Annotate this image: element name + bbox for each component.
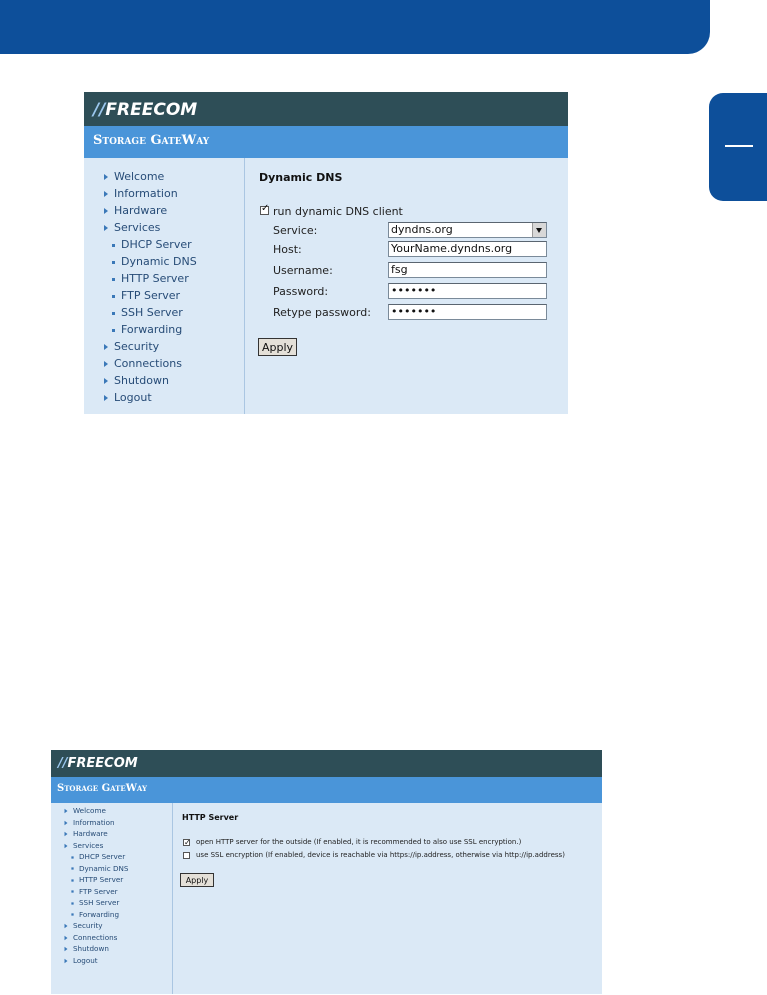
freecom-logo: //FREECOM <box>93 100 198 120</box>
triangle-right-icon <box>65 924 68 929</box>
sidebar-item-dynamic-dns[interactable] <box>112 255 197 268</box>
open-http-checkbox[interactable]: ✓ <box>184 838 191 847</box>
retype-password-input[interactable]: ••••••• <box>388 304 547 320</box>
product-bar <box>84 126 568 158</box>
sidebar-item-label: Services <box>73 840 104 850</box>
http-server-screenshot <box>51 750 602 994</box>
bullet-icon <box>71 879 73 881</box>
sidebar-item-security[interactable] <box>64 921 103 930</box>
sidebar-item-welcome[interactable] <box>64 806 106 815</box>
bullet-icon <box>112 295 115 298</box>
sidebar-item-label: Information <box>73 817 115 827</box>
sidebar-item-ssh-server[interactable] <box>71 898 119 907</box>
sidebar-item-information[interactable] <box>64 818 115 827</box>
sidebar-item-label: Welcome <box>114 170 165 183</box>
sidebar-item-label: Hardware <box>114 204 168 217</box>
bullet-icon <box>71 856 73 858</box>
sidebar-item-label: Shutdown <box>73 944 109 953</box>
sidebar-item-services[interactable] <box>104 221 160 234</box>
sidebar-item-connections[interactable] <box>64 933 117 942</box>
sidebar-item-information[interactable] <box>104 187 178 200</box>
bullet-icon <box>71 902 73 904</box>
product-name: Storage GateWay <box>93 133 210 148</box>
sidebar-item-logout[interactable] <box>104 391 152 404</box>
triangle-right-icon <box>104 174 108 180</box>
sidebar-item-shutdown[interactable] <box>104 374 169 387</box>
sidebar-item-shutdown[interactable] <box>64 944 109 953</box>
freecom-logo: //FREECOM <box>58 756 138 771</box>
sidebar-item-dynamic-dns[interactable] <box>71 864 128 873</box>
password-label: Password: <box>273 285 329 298</box>
sidebar-item-welcome[interactable] <box>104 170 164 183</box>
username-input[interactable]: fsg <box>388 262 547 278</box>
triangle-right-icon <box>104 208 108 214</box>
sidebar-item-services[interactable] <box>64 841 103 850</box>
brand-bar <box>51 750 602 777</box>
triangle-right-icon <box>104 225 108 231</box>
bullet-icon <box>112 244 115 247</box>
sidebar-item-label: FTP Server <box>121 289 181 302</box>
host-label: Host: <box>273 243 302 256</box>
sidebar-item-dhcp-server[interactable] <box>112 238 192 251</box>
sidebar-item-label: HTTP Server <box>79 875 124 884</box>
retype-password-label: Retype password: <box>273 306 371 319</box>
run-dns-client-checkbox[interactable]: ✓ <box>261 203 270 214</box>
sidebar-item-hardware[interactable] <box>104 204 167 217</box>
sidebar-item-label: Dynamic DNS <box>121 255 197 268</box>
sidebar-nav <box>84 158 245 414</box>
apply-button[interactable]: Apply <box>258 338 297 356</box>
sidebar-item-label: Dynamic DNS <box>79 863 129 873</box>
sidebar-item-ssh-server[interactable] <box>112 306 183 319</box>
use-ssl-checkbox[interactable] <box>183 852 190 859</box>
sidebar-item-label: Connections <box>114 357 182 370</box>
sidebar-item-label: Connections <box>73 932 118 942</box>
triangle-right-icon <box>104 361 108 367</box>
sidebar-item-label: Forwarding <box>79 909 120 919</box>
product-bar <box>51 777 602 803</box>
triangle-right-icon <box>65 820 68 825</box>
dynamic-dns-screenshot <box>84 92 568 414</box>
sidebar-item-forwarding[interactable] <box>112 323 182 336</box>
page-title: Dynamic DNS <box>259 171 343 184</box>
triangle-right-icon <box>104 344 108 350</box>
sidebar-item-label: Forwarding <box>121 323 183 336</box>
sidebar-item-ftp-server[interactable] <box>71 887 118 896</box>
triangle-right-icon <box>65 947 68 952</box>
bullet-icon <box>112 261 115 264</box>
apply-button[interactable]: Apply <box>180 873 214 887</box>
sidebar-item-label: Security <box>73 921 103 930</box>
open-http-label: open HTTP server for the outside (If enabled, it is recommended to also use SSL encryption.) <box>196 838 522 846</box>
sidebar-item-label: Services <box>114 221 161 234</box>
triangle-right-icon <box>104 378 108 384</box>
sidebar-item-http-server[interactable] <box>112 272 189 285</box>
sidebar-item-logout[interactable] <box>64 956 98 965</box>
sidebar-item-label: SSH Server <box>79 898 120 907</box>
bullet-icon <box>71 913 73 915</box>
brand-bar <box>84 92 568 126</box>
sidebar-item-label: FTP Server <box>79 886 118 896</box>
sidebar-item-security[interactable] <box>104 340 159 353</box>
triangle-right-icon <box>65 832 68 837</box>
sidebar-item-forwarding[interactable] <box>71 910 119 919</box>
run-dns-client-label: run dynamic DNS client <box>273 205 403 218</box>
triangle-right-icon <box>65 935 68 940</box>
bullet-icon <box>112 312 115 315</box>
sidebar-item-label: Shutdown <box>114 374 169 387</box>
bullet-icon <box>71 890 73 892</box>
triangle-right-icon <box>104 191 108 197</box>
sidebar-item-label: Welcome <box>73 806 106 815</box>
chapter-side-tab <box>709 93 767 201</box>
sidebar-item-label: DHCP Server <box>121 238 192 251</box>
side-tab-mark <box>725 145 753 147</box>
sidebar-item-label: Information <box>114 187 178 200</box>
sidebar-item-label: Logout <box>73 955 98 965</box>
page-header-bar <box>0 0 710 54</box>
page-title: HTTP Server <box>182 813 239 822</box>
triangle-right-icon <box>65 843 68 848</box>
sidebar-item-label: Security <box>114 340 160 353</box>
triangle-right-icon <box>65 809 68 814</box>
service-select[interactable]: dyndns.org <box>388 222 547 238</box>
sidebar-item-label: DHCP Server <box>79 852 126 861</box>
chevron-down-icon[interactable] <box>532 223 546 237</box>
sidebar-item-label: Hardware <box>73 829 108 838</box>
sidebar-item-ftp-server[interactable] <box>112 289 180 302</box>
host-input[interactable]: YourName.dyndns.org <box>388 241 547 257</box>
bullet-icon <box>112 278 115 281</box>
sidebar-item-dhcp-server[interactable] <box>71 852 125 861</box>
sidebar-item-connections[interactable] <box>104 357 182 370</box>
bullet-icon <box>71 867 73 869</box>
triangle-right-icon <box>104 395 108 401</box>
sidebar-nav <box>51 803 173 994</box>
triangle-right-icon <box>65 958 68 963</box>
username-label: Username: <box>273 264 333 277</box>
sidebar-item-hardware[interactable] <box>64 829 108 838</box>
service-label: Service: <box>273 224 318 237</box>
use-ssl-label: use SSL encryption (If enabled, device is reachable via https://ip.address, otherwise via http://ip.address) <box>196 851 565 859</box>
sidebar-item-label: HTTP Server <box>121 272 189 285</box>
password-input[interactable]: ••••••• <box>388 283 547 299</box>
sidebar-item-label: SSH Server <box>121 306 183 319</box>
bullet-icon <box>112 329 115 332</box>
product-name: Storage GateWay <box>57 783 148 794</box>
sidebar-item-http-server[interactable] <box>71 875 123 884</box>
sidebar-item-label: Logout <box>114 391 152 404</box>
